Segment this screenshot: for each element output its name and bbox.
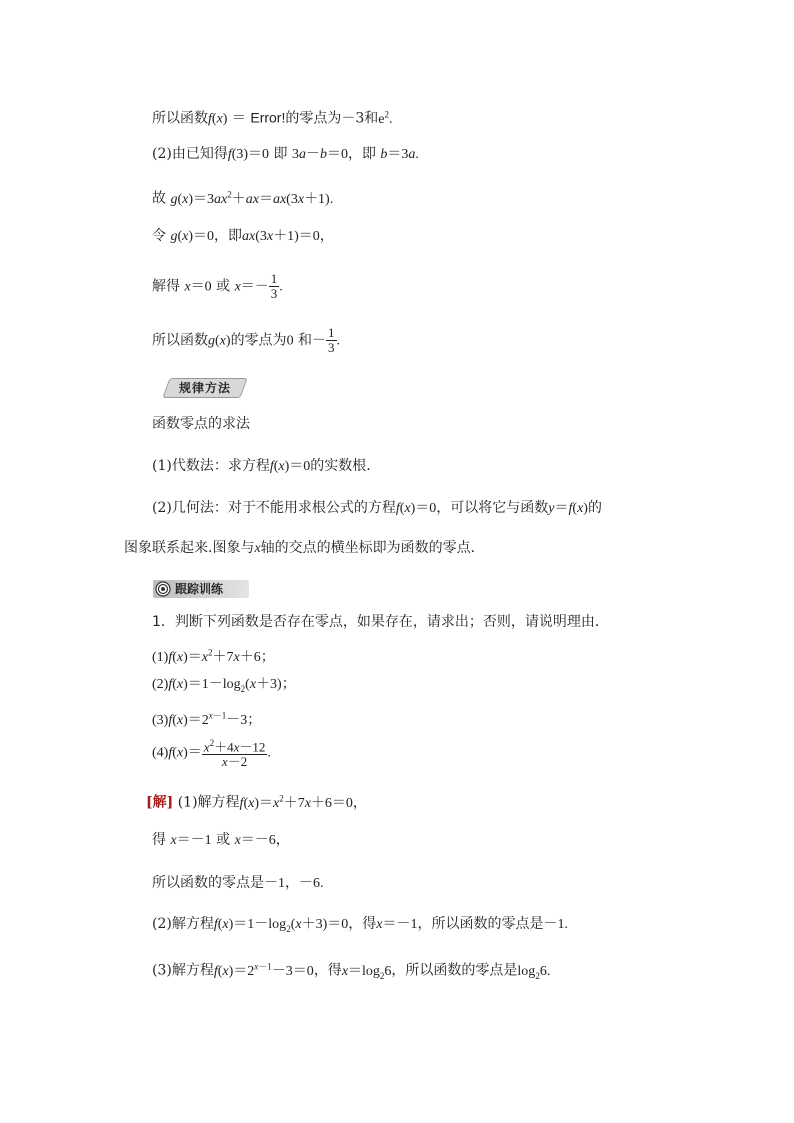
- question-1: 1．判断下列函数是否存在零点，如果存在，请求出；否则，请说明理由．: [152, 614, 609, 630]
- text: ＝: [231, 110, 246, 127]
- text: 所以函数的零点是: [152, 875, 264, 891]
- text: 轴的交点的横坐标即为函数的零点.: [260, 540, 476, 556]
- solution-tag: [解]: [146, 794, 174, 811]
- item-4: (4)f(x)＝ $\frac{x^2+4x-12}{x-2}$ .: [152, 738, 271, 770]
- error-text: Error!: [250, 109, 286, 126]
- text: 或: [216, 832, 231, 848]
- text: (2)几何法：对于不能用求根公式的方程: [152, 500, 396, 516]
- fraction: $\frac{x^2+4x-12}{x-2}$: [203, 738, 266, 770]
- text: 得: [152, 832, 166, 848]
- text: 令: [152, 228, 166, 244]
- text: (2)解方程: [152, 916, 214, 932]
- line-g: 故 $g(x)=3ax^2+ax=ax(3x+1)$.: [152, 189, 334, 207]
- text: 的零点为: [230, 332, 287, 349]
- law-title: 函数零点的求法: [152, 416, 250, 432]
- method-1: (1)代数法：求方程f(x)＝0的实数根.: [152, 458, 371, 474]
- line-solve: 解得 x＝0 或 x＝－ $\frac{1}{3}$ .: [152, 271, 283, 301]
- solution-2: 得 x＝－1 或 x＝－6，: [152, 832, 290, 848]
- text: 的: [587, 500, 602, 516]
- text: (1)解方程: [177, 794, 240, 811]
- text: ，可以将它与函数: [436, 500, 549, 516]
- text: ，得: [348, 916, 377, 932]
- math: f: [208, 111, 212, 127]
- fraction: $\frac{1}{3}$: [270, 271, 278, 301]
- text: 和: [298, 332, 313, 349]
- line-zeros-g: 所以函数g(x)的零点为0 和－ $\frac{1}{3}$ .: [152, 325, 341, 355]
- text: (1)代数法：求方程: [152, 458, 270, 474]
- text: 所以函数: [152, 332, 208, 349]
- text: ，即: [347, 146, 376, 162]
- item-1: $(1)f(x)=x^2+7x+6$；: [152, 647, 275, 665]
- item-3: $(3)f(x)=2^{x-1}-3$；: [152, 710, 262, 728]
- text: 即: [273, 146, 288, 162]
- track-badge: 跟踪训练: [153, 580, 249, 598]
- text: 解得: [152, 278, 180, 295]
- text: (2)由已知得: [152, 146, 228, 162]
- text: (3)解方程: [152, 962, 214, 979]
- method-2: (2)几何法：对于不能用求根公式的方程f(x)＝0，可以将它与函数y＝f(x)的: [152, 500, 602, 516]
- line-given: (2)由已知得f(3)＝0 即 3a－b＝0，即 b＝3a.: [152, 146, 419, 162]
- solution-4: (2)解方程$f(x)=1-\log_2(x+3)=0$，得x＝－1，所以函数的零点是－1.: [152, 916, 568, 934]
- text: ，得: [313, 962, 342, 979]
- fraction: $\frac{1}{3}$: [328, 325, 335, 355]
- solution-3: 所以函数的零点是－1，－6.: [152, 875, 324, 891]
- text: 的零点为－3和: [285, 110, 379, 127]
- text: ，所以函数的零点是: [391, 962, 518, 979]
- text: ，即: [214, 228, 243, 244]
- text: 的实数根.: [310, 458, 371, 474]
- text: 所以函数: [152, 110, 208, 127]
- text: ，所以函数的零点是: [417, 916, 544, 932]
- line-let: 令 g(x)＝0，即ax(3x＋1)＝0，: [152, 228, 334, 244]
- target-icon: [155, 581, 171, 597]
- method-2-cont: 图象联系起来.图象与x轴的交点的横坐标即为函数的零点.: [124, 540, 476, 556]
- solution-5: (3)解方程$f(x)=2^{x-1}-3=0$，得$x=\log_26$，所以函数的零点是$\log_26$.: [152, 961, 551, 981]
- text: 或: [216, 278, 231, 295]
- solution-1: [解] (1)解方程$f(x)=x^2+7x+6=0$，: [146, 793, 367, 811]
- text: 故: [152, 190, 166, 207]
- line-zeros-f: 所以函数f(x) ＝ Error!的零点为－3和$e^2$.: [152, 109, 393, 127]
- law-badge: 规律方法: [162, 378, 247, 398]
- item-2: $(2)f(x)=1-\log_2(x+3)$；: [152, 677, 296, 694]
- text: 图象联系起来.图象与: [124, 540, 255, 556]
